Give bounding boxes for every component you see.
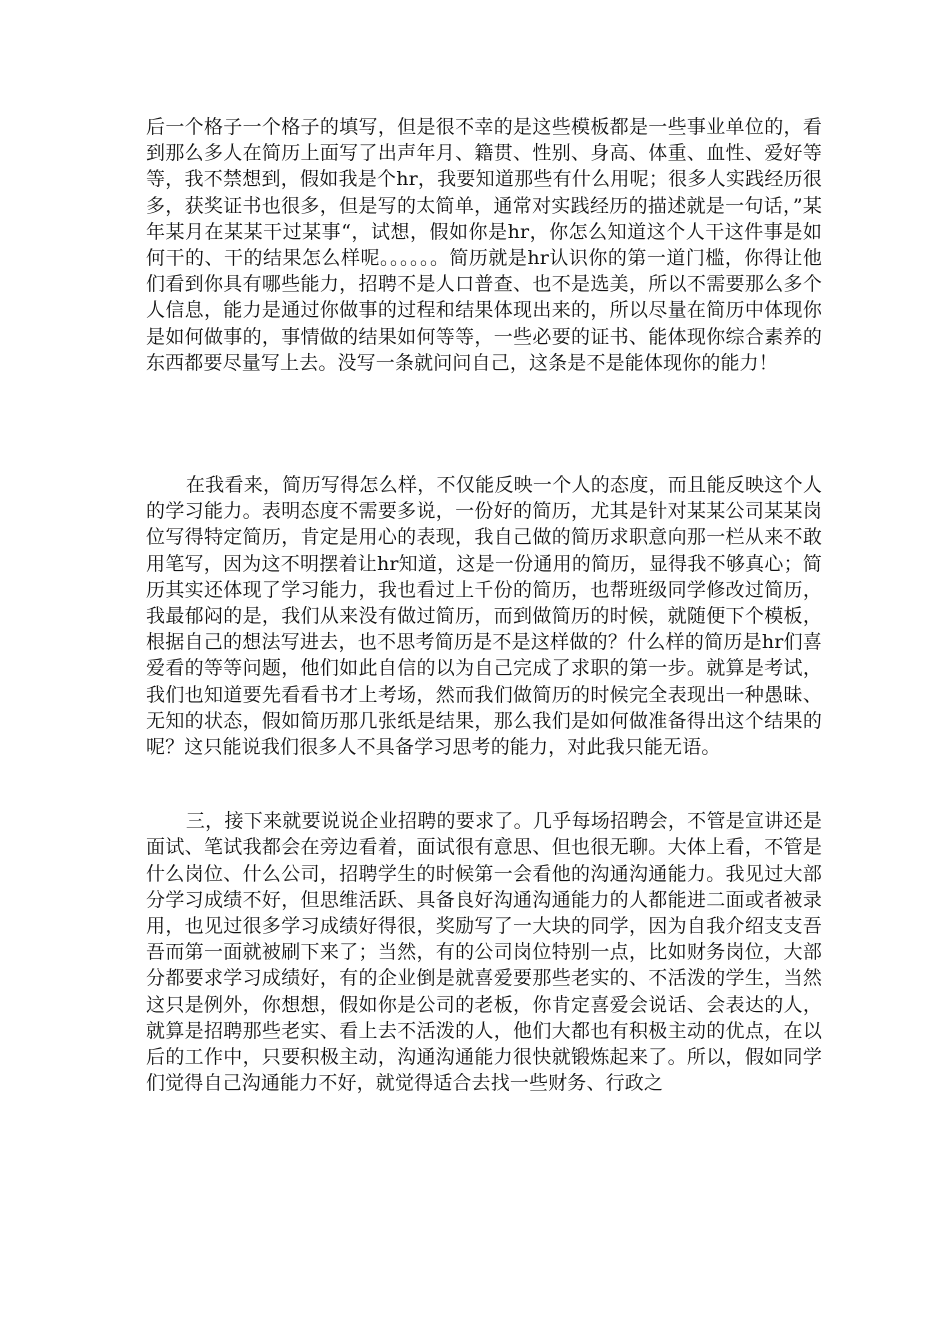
document-page bbox=[146, 114, 822, 1097]
paragraph-3: 三，接下来就要说说企业招聘的要求了。几乎每场招聘会，不管是宣讲还是面试、笔试我都会在旁边看着，面试很有意思、但也很无聊。大体上看，不管是什么岗位、什么公司，招聘学生的时候第一会看他的沟通沟通能力。我见过大部分学习成绩不好，但思维活跃、具备良好沟通沟通能力的人都能进二面或者被录用，也见过很多学习成绩好得很，奖励写了一大块的同学，因为自我介绍支支吾吾而第一面就被刷下来了；当然，有的公司岗位特别一点，比如财务岗位，大部分都要求学习成绩好，有的企业倒是就喜爱要那些老实的、不活泼的学生，当然这只是例外，你想想，假如你是公司的老板，你肯定喜爱会说话、会表达的人，就算是招聘那些老实、看上去不活泼的人，他们大都也有积极主动的优点，在以后的工作中，只要积极主动，沟通沟通能力很快就锻炼起来了。所以，假如同学们觉得自己沟通能力不好，就觉得适合去找一些财务、行政之 bbox=[146, 810, 822, 1095]
paragraph-gap bbox=[146, 760, 822, 808]
paragraph-1: 后一个格子一个格子的填写，但是很不幸的是这些模板都是一些事业单位的，看到那么多人在简历上面写了出声年月、籍贯、性别、身高、体重、血性、爱好等等，我不禁想到，假如我是个hr，我要知道那些有什么用呢；很多人实践经历很多，获奖证书也很多，但是写的太简单，通常对实践经历的描述就是一句话，”某年某月在某某干过某事“，试想，假如你是hr，你怎么知道这个人干这件事是如何干的、干的结果怎么样呢。。。。。。简历就是hr认识你的第一道门槛，你得让他们看到你具有哪些能力，招聘不是人口普查、也不是选美，所以不需要那么多个人信息，能力是通过你做事的过程和结果体现出来的，所以尽量在简历中体现你是如何做事的，事情做的结果如何等等，一些必要的证书、能体现你综合素养的东西都要尽量写上去。没写一条就问问自己，这条是不是能体现你的能力！ bbox=[146, 116, 822, 374]
paragraph-2: 在我看来，简历写得怎么样，不仅能反映一个人的态度，而且能反映这个人的学习能力。表明态度不需要多说，一份好的简历，尤其是针对某某公司某某岗位写得特定简历，肯定是用心的表现，我自己做的简历求职意向那一栏从来不敢用笔写，因为这不明摆着让hr知道，这是一份通用的简历，显得我不够真心；简历其实还体现了学习能力，我也看过上千份的简历，也帮班级同学修改过简历，我最郁闷的是，我们从来没有做过简历，而到做简历的时候，就随便下个模板，根据自己的想法写进去，也不思考简历是不是这样做的？什么样的简历是hr们喜爱看的等等问题，他们如此自信的以为自己完成了求职的第一步。就算是考试，我们也知道要先看看书才上考场，然而我们做简历的时候完全表现出一种愚昧、无知的状态，假如简历那几张纸是结果，那么我们是如何做准备得出这个结果的呢？这只能说我们很多人不具备学习思考的能力，对此我只能无语。 bbox=[146, 474, 822, 759]
paragraph-gap bbox=[146, 376, 822, 472]
